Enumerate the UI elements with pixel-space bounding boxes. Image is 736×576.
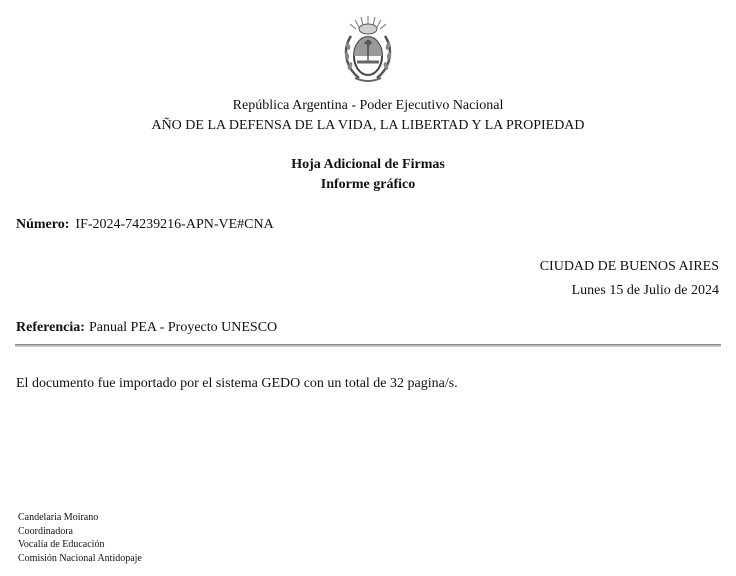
- document-date: Lunes 15 de Julio de 2024: [571, 283, 719, 298]
- document-city: CIUDAD DE BUENOS AIRES: [539, 259, 719, 274]
- header-year-motto: AÑO DE LA DEFENSA DE LA VIDA, LA LIBERTAD Y LA PROPIEDAD: [151, 118, 585, 133]
- reference-row: [16, 320, 277, 336]
- document-number-value: IF-2024-74239216-APN-VE#CNA: [75, 217, 274, 232]
- signature-block: [18, 511, 142, 565]
- document-type-title: Hoja Adicional de Firmas: [291, 157, 445, 172]
- signer-role: Coordinadora: [18, 525, 73, 537]
- header-institution: República Argentina - Poder Ejecutivo Nacional: [232, 98, 504, 113]
- reference-label: Referencia:: [16, 320, 85, 335]
- signer-organization: Comisión Nacional Antidopaje: [18, 552, 142, 564]
- document-subtype-title: Informe gráfico: [320, 177, 416, 192]
- section-divider: [15, 344, 721, 347]
- signer-unit: Vocalía de Educación: [18, 539, 105, 550]
- document-number-label: Número:: [16, 217, 70, 232]
- argentina-coat-of-arms-icon: [339, 14, 397, 86]
- document-number-row: [16, 217, 274, 233]
- reference-value: Panual PEA - Proyecto UNESCO: [88, 320, 278, 335]
- signer-name: Candelaria Moirano: [18, 512, 99, 523]
- document-body-text: El documento fue importado por el sistema GEDO con un total de 32 pagina/s.: [16, 376, 458, 391]
